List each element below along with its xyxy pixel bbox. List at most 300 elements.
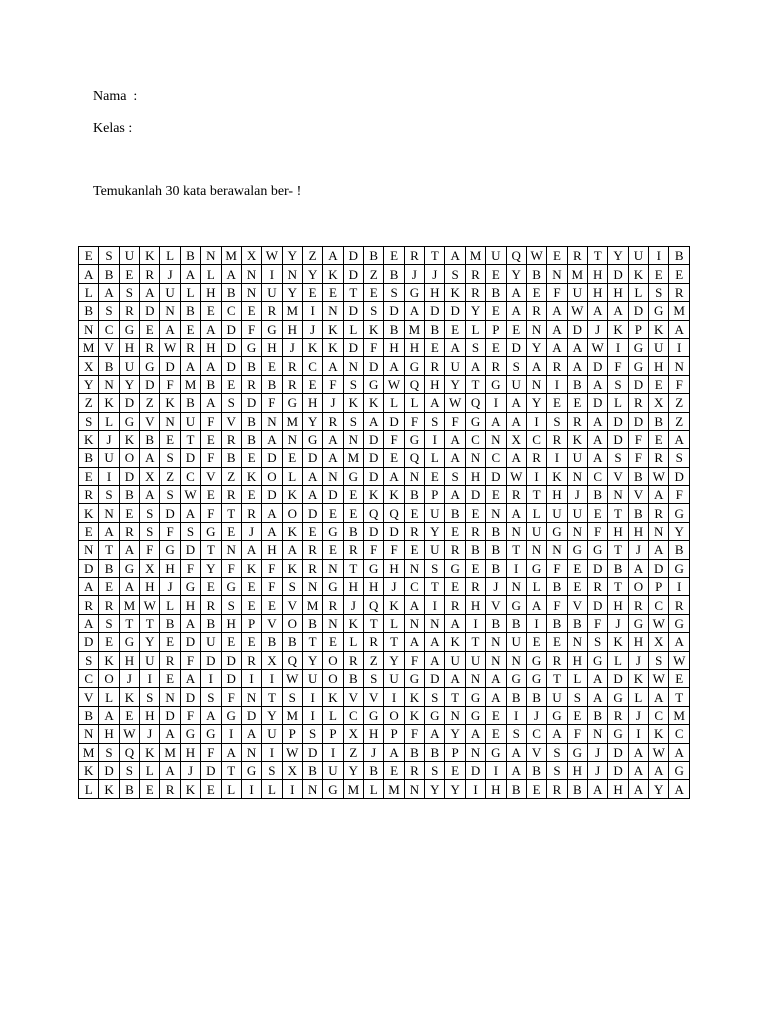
grid-cell: G	[526, 669, 546, 687]
grid-cell: A	[587, 780, 607, 798]
grid-cell: V	[201, 467, 221, 485]
grid-cell: A	[669, 430, 690, 448]
grid-cell: B	[567, 375, 587, 393]
grid-cell: Z	[669, 412, 690, 430]
grid-cell: N	[547, 541, 567, 559]
grid-cell: G	[445, 559, 465, 577]
grid-cell: C	[649, 706, 669, 724]
grid-cell: E	[221, 375, 241, 393]
grid-cell: G	[526, 559, 546, 577]
grid-cell: K	[323, 688, 343, 706]
grid-cell: G	[425, 706, 445, 724]
grid-cell: A	[302, 467, 322, 485]
grid-cell: V	[486, 596, 506, 614]
grid-cell: N	[221, 541, 241, 559]
grid-cell: B	[343, 669, 363, 687]
grid-cell: B	[567, 614, 587, 632]
grid-cell: P	[445, 743, 465, 761]
grid-cell: R	[445, 541, 465, 559]
grid-cell: R	[180, 338, 200, 356]
grid-cell: N	[343, 430, 363, 448]
grid-cell: A	[384, 743, 404, 761]
grid-row	[79, 725, 690, 743]
grid-cell: L	[608, 394, 628, 412]
grid-cell: R	[567, 247, 587, 265]
grid-cell: N	[567, 522, 587, 540]
grid-cell: F	[140, 541, 160, 559]
grid-cell: A	[425, 394, 445, 412]
grid-cell: D	[343, 265, 363, 283]
grid-cell: G	[567, 541, 587, 559]
grid-cell: L	[99, 688, 119, 706]
grid-cell: N	[506, 578, 526, 596]
grid-cell: L	[79, 283, 99, 301]
grid-cell: A	[160, 761, 180, 779]
grid-cell: H	[486, 780, 506, 798]
grid-cell: E	[241, 486, 261, 504]
grid-cell: S	[201, 688, 221, 706]
grid-cell: L	[221, 780, 241, 798]
grid-cell: D	[302, 743, 322, 761]
grid-cell: A	[201, 394, 221, 412]
grid-cell: Q	[384, 504, 404, 522]
grid-cell: E	[567, 706, 587, 724]
grid-cell: A	[302, 486, 322, 504]
grid-cell: G	[526, 651, 546, 669]
grid-row	[79, 320, 690, 338]
grid-cell: Q	[364, 504, 384, 522]
grid-cell: F	[221, 559, 241, 577]
grid-cell: J	[364, 743, 384, 761]
grid-cell: J	[302, 320, 322, 338]
grid-cell: B	[526, 265, 546, 283]
grid-cell: B	[79, 449, 99, 467]
grid-cell: W	[649, 669, 669, 687]
grid-cell: D	[608, 743, 628, 761]
grid-cell: I	[649, 247, 669, 265]
grid-cell: B	[201, 614, 221, 632]
grid-cell: L	[160, 247, 180, 265]
grid-cell: C	[526, 725, 546, 743]
grid-cell: B	[241, 357, 261, 375]
grid-cell: L	[628, 283, 648, 301]
grid-cell: K	[343, 394, 363, 412]
grid-cell: F	[180, 706, 200, 724]
grid-cell: F	[364, 541, 384, 559]
grid-cell: N	[486, 504, 506, 522]
grid-cell: A	[445, 338, 465, 356]
grid-cell: I	[302, 302, 322, 320]
grid-cell: K	[79, 430, 99, 448]
grid-cell: A	[201, 706, 221, 724]
grid-cell: Y	[343, 761, 363, 779]
grid-cell: F	[221, 688, 241, 706]
grid-cell: S	[425, 412, 445, 430]
grid-cell: H	[180, 743, 200, 761]
grid-cell: A	[587, 688, 607, 706]
grid-row	[79, 651, 690, 669]
grid-cell: A	[445, 614, 465, 632]
grid-row	[79, 541, 690, 559]
grid-cell: B	[99, 357, 119, 375]
grid-cell: A	[587, 449, 607, 467]
grid-cell: J	[608, 614, 628, 632]
grid-cell: G	[404, 283, 424, 301]
grid-cell: V	[282, 596, 302, 614]
grid-cell: M	[180, 375, 200, 393]
grid-cell: H	[262, 541, 282, 559]
grid-cell: R	[119, 522, 139, 540]
grid-cell: R	[669, 596, 690, 614]
grid-cell: B	[526, 761, 546, 779]
grid-cell: H	[608, 780, 628, 798]
grid-cell: E	[384, 449, 404, 467]
grid-cell: R	[425, 357, 445, 375]
grid-cell: K	[79, 761, 99, 779]
grid-cell: I	[547, 449, 567, 467]
grid-cell: B	[282, 633, 302, 651]
grid-cell: J	[160, 578, 180, 596]
grid-row	[79, 338, 690, 356]
grid-cell: K	[99, 651, 119, 669]
grid-cell: B	[465, 541, 485, 559]
grid-cell: I	[425, 596, 445, 614]
grid-cell: T	[343, 559, 363, 577]
grid-cell: N	[445, 706, 465, 724]
grid-cell: M	[465, 247, 485, 265]
grid-cell: A	[241, 541, 261, 559]
grid-cell: N	[262, 412, 282, 430]
grid-cell: S	[79, 412, 99, 430]
grid-cell: R	[221, 430, 241, 448]
grid-cell: B	[201, 375, 221, 393]
grid-cell: Y	[526, 338, 546, 356]
grid-cell: U	[649, 338, 669, 356]
grid-cell: G	[465, 412, 485, 430]
grid-cell: H	[221, 614, 241, 632]
grid-cell: Q	[506, 247, 526, 265]
grid-cell: V	[608, 467, 628, 485]
grid-cell: I	[486, 761, 506, 779]
grid-cell: A	[669, 743, 690, 761]
grid-cell: I	[201, 669, 221, 687]
grid-cell: G	[404, 430, 424, 448]
grid-cell: N	[526, 320, 546, 338]
grid-cell: I	[262, 743, 282, 761]
grid-cell: B	[384, 265, 404, 283]
grid-cell: A	[587, 412, 607, 430]
grid-cell: E	[241, 596, 261, 614]
grid-cell: C	[302, 357, 322, 375]
grid-cell: B	[119, 486, 139, 504]
grid-cell: S	[302, 725, 322, 743]
grid-cell: D	[364, 449, 384, 467]
grid-cell: U	[567, 449, 587, 467]
grid-cell: G	[506, 669, 526, 687]
grid-cell: N	[160, 412, 180, 430]
grid-cell: G	[506, 596, 526, 614]
grid-cell: U	[262, 283, 282, 301]
grid-cell: X	[506, 430, 526, 448]
grid-cell: R	[628, 394, 648, 412]
grid-cell: I	[465, 614, 485, 632]
grid-cell: G	[323, 578, 343, 596]
grid-cell: E	[79, 467, 99, 485]
grid-cell: I	[608, 338, 628, 356]
grid-cell: I	[526, 614, 546, 632]
grid-cell: H	[628, 633, 648, 651]
grid-cell: S	[160, 449, 180, 467]
grid-cell: N	[404, 467, 424, 485]
grid-cell: A	[221, 265, 241, 283]
grid-cell: Y	[649, 780, 669, 798]
grid-cell: E	[99, 633, 119, 651]
grid-cell: R	[669, 283, 690, 301]
grid-cell: S	[506, 725, 526, 743]
grid-cell: D	[465, 761, 485, 779]
grid-cell: K	[302, 338, 322, 356]
grid-cell: B	[99, 265, 119, 283]
grid-cell: F	[201, 449, 221, 467]
grid-cell: G	[404, 669, 424, 687]
grid-cell: S	[343, 375, 363, 393]
grid-cell: E	[526, 780, 546, 798]
grid-cell: J	[140, 725, 160, 743]
grid-row	[79, 302, 690, 320]
grid-cell: E	[425, 467, 445, 485]
grid-cell: U	[119, 357, 139, 375]
grid-cell: E	[486, 706, 506, 724]
grid-cell: B	[404, 743, 424, 761]
grid-cell: R	[608, 706, 628, 724]
grid-cell: B	[99, 559, 119, 577]
grid-cell: B	[425, 320, 445, 338]
grid-cell: K	[343, 614, 363, 632]
grid-cell: B	[506, 614, 526, 632]
grid-cell: G	[221, 578, 241, 596]
grid-cell: A	[404, 633, 424, 651]
grid-cell: E	[343, 486, 363, 504]
grid-cell: D	[364, 522, 384, 540]
grid-cell: C	[180, 467, 200, 485]
grid-cell: G	[160, 541, 180, 559]
grid-cell: K	[628, 669, 648, 687]
grid-cell: D	[262, 449, 282, 467]
grid-cell: B	[119, 780, 139, 798]
grid-cell: H	[567, 761, 587, 779]
grid-cell: U	[486, 247, 506, 265]
grid-cell: S	[364, 669, 384, 687]
grid-cell: K	[649, 725, 669, 743]
grid-cell: S	[180, 522, 200, 540]
grid-cell: A	[506, 504, 526, 522]
grid-cell: A	[649, 761, 669, 779]
grid-row	[79, 449, 690, 467]
grid-cell: K	[119, 688, 139, 706]
grid-cell: N	[323, 302, 343, 320]
grid-cell: E	[201, 578, 221, 596]
grid-cell: Y	[384, 651, 404, 669]
grid-cell: A	[628, 761, 648, 779]
grid-cell: Y	[201, 559, 221, 577]
grid-cell: F	[160, 375, 180, 393]
grid-cell: V	[221, 412, 241, 430]
grid-cell: L	[99, 412, 119, 430]
grid-cell: E	[649, 265, 669, 283]
grid-cell: B	[404, 486, 424, 504]
grid-cell: E	[669, 265, 690, 283]
grid-cell: T	[608, 541, 628, 559]
grid-cell: K	[608, 633, 628, 651]
grid-cell: A	[465, 357, 485, 375]
grid-cell: U	[160, 283, 180, 301]
grid-cell: T	[526, 486, 546, 504]
grid-cell: R	[445, 596, 465, 614]
grid-cell: N	[486, 651, 506, 669]
grid-cell: U	[506, 375, 526, 393]
grid-cell: B	[669, 541, 690, 559]
grid-cell: D	[201, 761, 221, 779]
grid-cell: B	[180, 394, 200, 412]
grid-cell: E	[486, 265, 506, 283]
grid-cell: L	[404, 394, 424, 412]
grid-cell: Z	[160, 467, 180, 485]
grid-cell: D	[221, 357, 241, 375]
grid-cell: Z	[343, 743, 363, 761]
grid-cell: N	[201, 247, 221, 265]
grid-cell: B	[628, 467, 648, 485]
grid-cell: R	[404, 761, 424, 779]
grid-cell: N	[506, 522, 526, 540]
grid-cell: H	[384, 559, 404, 577]
grid-cell: R	[547, 430, 567, 448]
grid-cell: U	[506, 633, 526, 651]
grid-cell: B	[364, 761, 384, 779]
grid-cell: U	[445, 357, 465, 375]
grid-cell: P	[241, 614, 261, 632]
grid-cell: X	[140, 559, 160, 577]
grid-cell: S	[99, 614, 119, 632]
grid-cell: D	[323, 486, 343, 504]
grid-row	[79, 669, 690, 687]
grid-cell: N	[547, 265, 567, 283]
grid-cell: F	[364, 338, 384, 356]
grid-cell: I	[486, 394, 506, 412]
grid-cell: B	[587, 706, 607, 724]
grid-cell: F	[547, 559, 567, 577]
grid-cell: F	[180, 651, 200, 669]
grid-cell: N	[323, 559, 343, 577]
grid-cell: A	[649, 688, 669, 706]
grid-cell: H	[649, 357, 669, 375]
grid-cell: G	[282, 394, 302, 412]
name-label: Nama :	[93, 89, 138, 104]
grid-cell: E	[567, 578, 587, 596]
grid-cell: L	[180, 283, 200, 301]
grid-row	[79, 614, 690, 632]
grid-cell: W	[445, 394, 465, 412]
grid-cell: H	[140, 578, 160, 596]
grid-cell: I	[425, 430, 445, 448]
grid-cell: S	[99, 247, 119, 265]
grid-cell: R	[567, 412, 587, 430]
grid-cell: F	[587, 614, 607, 632]
grid-cell: E	[445, 522, 465, 540]
grid-cell: S	[649, 651, 669, 669]
grid-cell: I	[262, 669, 282, 687]
grid-cell: Y	[445, 725, 465, 743]
grid-cell: G	[180, 725, 200, 743]
grid-cell: L	[425, 449, 445, 467]
grid-cell: A	[486, 669, 506, 687]
grid-cell: D	[587, 357, 607, 375]
grid-cell: Y	[465, 302, 485, 320]
grid-cell: A	[262, 504, 282, 522]
grid-row	[79, 688, 690, 706]
grid-cell: F	[608, 357, 628, 375]
grid-cell: E	[119, 706, 139, 724]
grid-cell: D	[608, 265, 628, 283]
grid-cell: R	[241, 504, 261, 522]
grid-cell: K	[364, 320, 384, 338]
grid-cell: H	[384, 338, 404, 356]
grid-cell: G	[140, 357, 160, 375]
instruction-text: Temukanlah 30 kata berawalan ber- !	[93, 184, 302, 199]
grid-cell: N	[79, 725, 99, 743]
grid-cell: M	[343, 449, 363, 467]
grid-cell: R	[364, 633, 384, 651]
grid-row	[79, 394, 690, 412]
grid-cell: E	[282, 449, 302, 467]
grid-cell: V	[364, 688, 384, 706]
grid-cell: F	[669, 486, 690, 504]
grid-cell: G	[404, 357, 424, 375]
grid-cell: Y	[425, 522, 445, 540]
grid-cell: E	[486, 338, 506, 356]
grid-cell: M	[221, 247, 241, 265]
grid-cell: G	[608, 725, 628, 743]
grid-cell: E	[323, 504, 343, 522]
grid-cell: A	[79, 614, 99, 632]
grid-cell: Y	[425, 780, 445, 798]
grid-cell: G	[221, 706, 241, 724]
grid-cell: Q	[119, 743, 139, 761]
grid-cell: D	[140, 375, 160, 393]
grid-cell: S	[119, 283, 139, 301]
grid-cell: E	[567, 559, 587, 577]
grid-cell: A	[526, 357, 546, 375]
grid-cell: B	[486, 541, 506, 559]
grid-cell: I	[140, 669, 160, 687]
grid-cell: S	[79, 651, 99, 669]
grid-cell: A	[180, 504, 200, 522]
grid-row	[79, 706, 690, 724]
grid-cell: E	[526, 633, 546, 651]
grid-cell: U	[567, 504, 587, 522]
grid-cell: E	[201, 430, 221, 448]
grid-cell: M	[119, 596, 139, 614]
grid-cell: L	[282, 467, 302, 485]
grid-cell: K	[384, 596, 404, 614]
grid-cell: D	[608, 430, 628, 448]
grid-cell: Z	[364, 265, 384, 283]
grid-cell: F	[567, 725, 587, 743]
grid-cell: J	[425, 265, 445, 283]
grid-cell: B	[221, 449, 241, 467]
grid-cell: D	[180, 633, 200, 651]
grid-cell: H	[201, 338, 221, 356]
grid-cell: R	[302, 541, 322, 559]
